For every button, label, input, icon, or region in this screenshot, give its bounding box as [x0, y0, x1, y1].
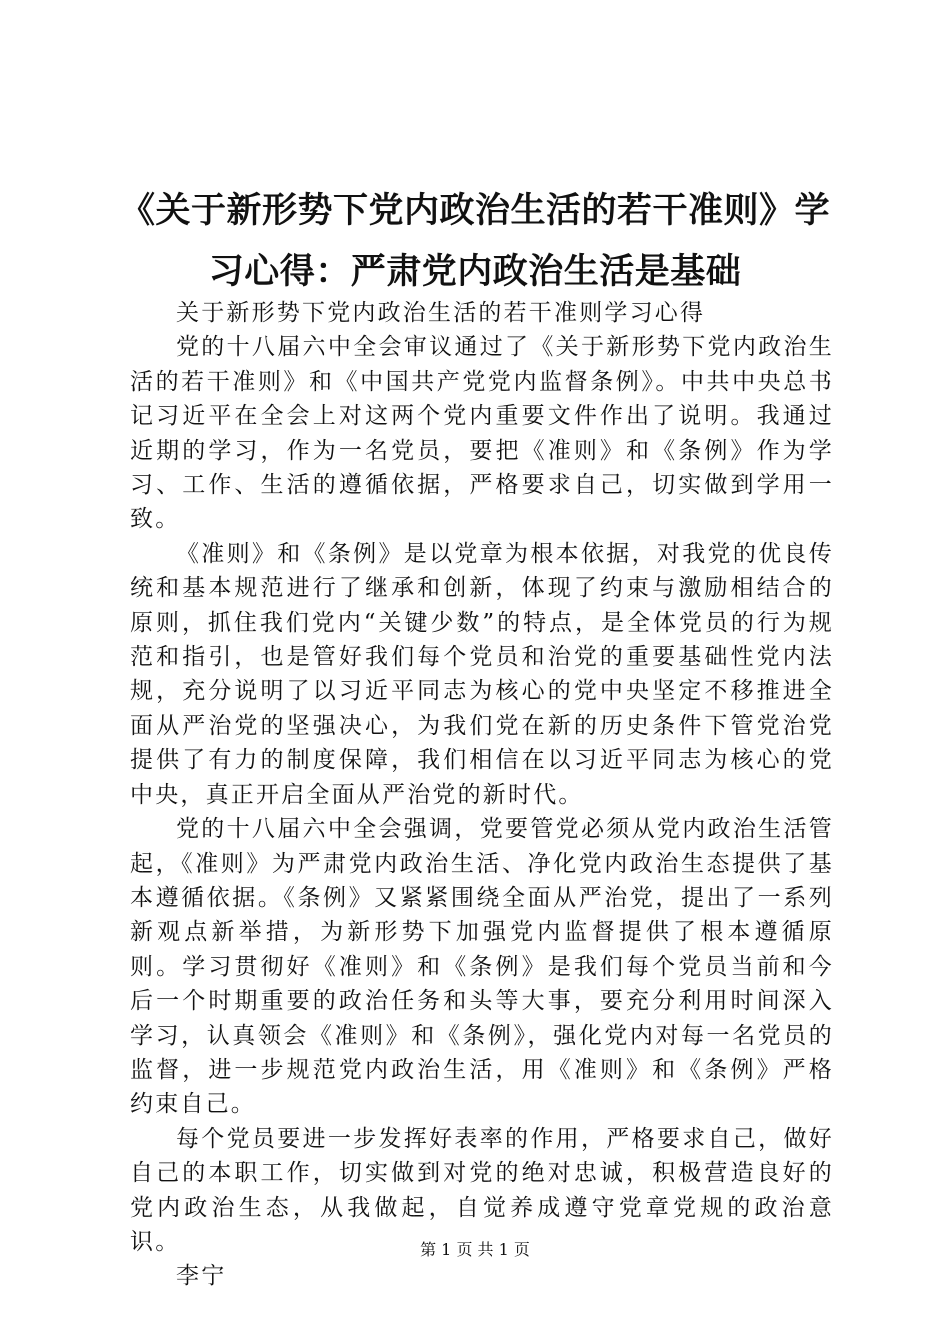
- author-signature: 李宁: [176, 1263, 227, 1290]
- body-paragraph-1: 党的十八届六中全会审议通过了《关于新形势下党内政治生活的若干准则》和《中国共产党党内监督条例》。中共中央总书记习近平在全会上对这两个党内重要文件作出了说明。我通过近期的学习，作为一名党员，要把《准则》和《条例》作为学习、工作、生活的遵循依据，严格要求自己，切实做到学用一致。: [130, 334, 834, 533]
- body-paragraph-3: 党的十八届六中全会强调，党要管党必须从党内政治生活管起，《准则》为严肃党内政治生活、净化党内政治生态提供了基本遵循依据。《条例》又紧紧围绕全面从严治党，提出了一系列新观点新举措，为新形势下加强党内监督提供了根本遵循原则。学习贯彻好《准则》和《条例》是我们每个党员当前和今后一个时期重要的政治任务和头等大事，要充分利用时间深入学习，认真领会《准则》和《条例》，强化党内对每一名党员的监督，进一步规范党内政治生活，用《准则》和《条例》严格约束自己。: [130, 816, 834, 1118]
- document-title: 《关于新形势下党内政治生活的若干准则》学习心得：严肃党内政治生活是基础: [120, 190, 831, 292]
- document-body: [130, 296, 834, 1294]
- page-number-footer: 第 1 页 共 1 页: [420, 1240, 530, 1259]
- body-paragraph-2: 《准则》和《条例》是以党章为根本依据，对我党的优良传统和基本规范进行了继承和创新，体现了约束与激励相结合的原则，抓住我们党内“关键少数”的特点，是全体党员的行为规范和指引，也是管好我们每个党员和治党的重要基础性党内法规，充分说明了以习近平同志为核心的党中央坚定不移推进全面从严治党的坚强决心，为我们党在新的历史条件下管党治党提供了有力的制度保障，我们相信在以习近平同志为核心的党中央，真正开启全面从严治党的新时代。: [130, 540, 834, 808]
- document-subtitle: 关于新形势下党内政治生活的若干准则学习心得: [176, 300, 706, 326]
- body-paragraph-4: 每个党员要进一步发挥好表率的作用，严格要求自己，做好自己的本职工作，切实做到对党的绝对忠诚，积极营造良好的党内政治生态，从我做起，自觉养成遵守党章党规的政治意识。: [130, 1125, 834, 1255]
